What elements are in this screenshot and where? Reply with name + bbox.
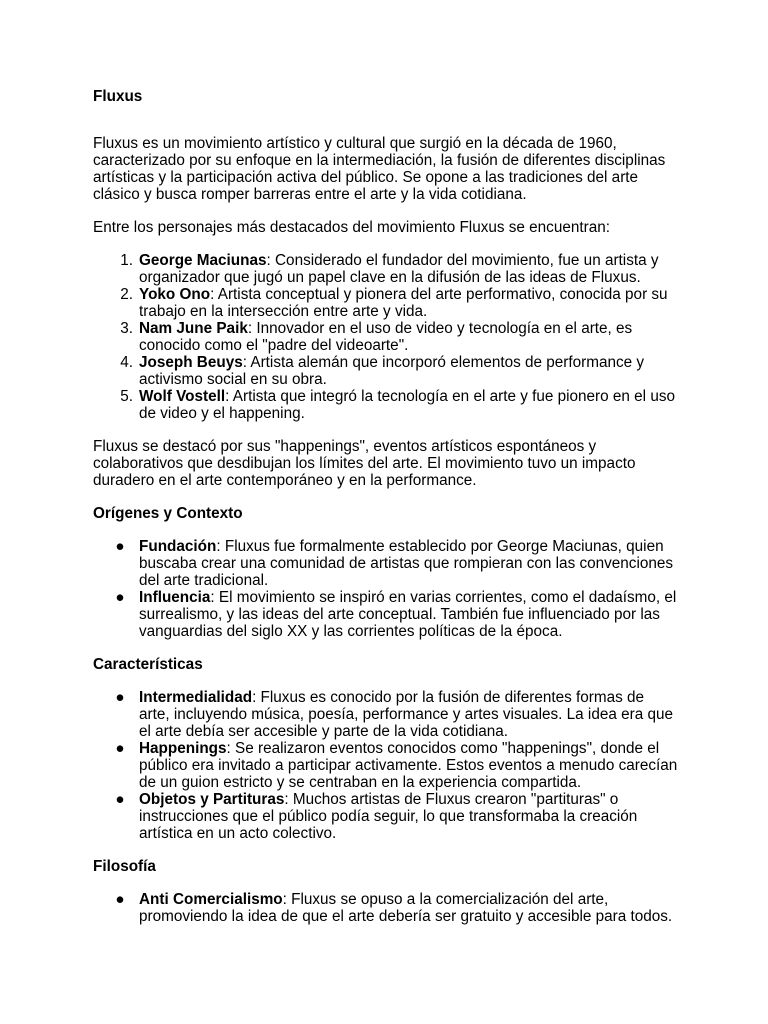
person-name: Nam June Paik bbox=[139, 320, 248, 337]
item-term: Fundación bbox=[139, 538, 217, 555]
person-name: Wolf Vostell bbox=[139, 388, 226, 405]
bullet-icon: ● bbox=[115, 891, 125, 908]
summary-paragraph: Fluxus se destacó por sus "happenings", eventos artísticos espontáneos y colaborativos que desdibujan los límites del arte. El movimiento tuvo un impacto duradero en el arte contemporáneo y en la performance. bbox=[93, 438, 636, 489]
document-body bbox=[93, 135, 678, 941]
person-description: : Artista que integró la tecnología en el arte y fue pionero en el uso de video y el happening. bbox=[139, 388, 675, 422]
item-description: : Fluxus fue formalmente establecido por George Maciunas, quien buscaba crear una comunidad de artistas que rompieran con las convenciones del arte tradicional. bbox=[139, 538, 674, 589]
filosofia-list bbox=[93, 891, 678, 925]
person-name: Joseph Beuys bbox=[139, 354, 243, 371]
person-description: : Artista alemán que incorporó elementos de performance y activismo social en su obra. bbox=[139, 354, 645, 388]
bullet-icon: ● bbox=[115, 740, 125, 757]
item-description: : Se realizaron eventos conocidos como "happenings", donde el público era invitado a participar activamente. Estos eventos a menudo carecían de un guion estricto y se centraban en la experiencia compartida. bbox=[139, 740, 678, 791]
list-item bbox=[93, 252, 678, 286]
item-description: : Fluxus se opuso a la comercialización del arte, promoviendo la idea de que el arte debería ser gratuito y accesible para todos. bbox=[139, 891, 673, 925]
caracteristicas-list bbox=[93, 689, 678, 842]
origenes-list bbox=[93, 538, 678, 640]
person-description: : Considerado el fundador del movimiento, fue un artista y organizador que jugó un papel clave en la difusión de las ideas de Fluxus. bbox=[139, 252, 659, 286]
person-name: Yoko Ono bbox=[139, 286, 211, 303]
item-term: Intermedialidad bbox=[139, 689, 253, 706]
list-item bbox=[93, 740, 678, 791]
bullet-icon: ● bbox=[115, 689, 125, 706]
list-item bbox=[93, 689, 678, 740]
bullet-icon: ● bbox=[115, 538, 125, 555]
item-description: : El movimiento se inspiró en varias corrientes, como el dadaísmo, el surrealismo, y las ideas del arte conceptual. También fue influenciado por las vanguardias del siglo XX y las corrientes políticas de la época. bbox=[139, 589, 677, 640]
person-description: : Innovador en el uso de video y tecnología en el arte, es conocido como el "padre del videoarte". bbox=[139, 320, 633, 354]
item-term: Objetos y Partituras bbox=[139, 791, 285, 808]
list-item bbox=[93, 388, 678, 422]
people-lead-paragraph: Entre los personajes más destacados del movimiento Fluxus se encuentran: bbox=[93, 219, 610, 236]
list-item bbox=[93, 538, 678, 589]
section-heading-caracteristicas: Características bbox=[93, 656, 203, 673]
list-number: 3. bbox=[120, 320, 133, 337]
person-description: : Artista conceptual y pionera del arte performativo, conocida por su trabajo en la intersección entre arte y vida. bbox=[139, 286, 668, 320]
intro-paragraph: Fluxus es un movimiento artístico y cultural que surgió en la década de 1960, caracterizado por su enfoque en la intermediación, la fusión de diferentes disciplinas artísticas y la participación activa del público. Se opone a las tradiciones del arte clásico y busca romper barreras entre el arte y la vida cotidiana. bbox=[93, 135, 666, 203]
person-name: George Maciunas bbox=[139, 252, 267, 269]
item-term: Anti Comercialismo bbox=[139, 891, 283, 908]
list-item bbox=[93, 589, 678, 640]
item-term: Influencia bbox=[139, 589, 211, 606]
list-number: 1. bbox=[120, 252, 133, 269]
list-number: 4. bbox=[120, 354, 133, 371]
list-number: 2. bbox=[120, 286, 133, 303]
item-description: : Fluxus es conocido por la fusión de diferentes formas de arte, incluyendo música, poesía, performance y artes visuales. La idea era que el arte debía ser accesible y parte de la vida cotidiana. bbox=[139, 689, 673, 740]
bullet-icon: ● bbox=[115, 791, 125, 808]
list-number: 5. bbox=[120, 388, 133, 405]
list-item bbox=[93, 354, 678, 388]
list-item bbox=[93, 286, 678, 320]
list-item bbox=[93, 320, 678, 354]
section-heading-origenes: Orígenes y Contexto bbox=[93, 505, 243, 522]
people-list bbox=[93, 252, 678, 422]
section-heading-filosofia: Filosofía bbox=[93, 858, 156, 875]
bullet-icon: ● bbox=[115, 589, 125, 606]
item-description: : Muchos artistas de Fluxus crearon "partituras" o instrucciones que el público podía seguir, lo que transformaba la creación artística en un acto colectivo. bbox=[139, 791, 638, 842]
item-term: Happenings bbox=[139, 740, 227, 757]
document-title: Fluxus bbox=[93, 88, 143, 105]
list-item bbox=[93, 891, 678, 925]
list-item bbox=[93, 791, 678, 842]
